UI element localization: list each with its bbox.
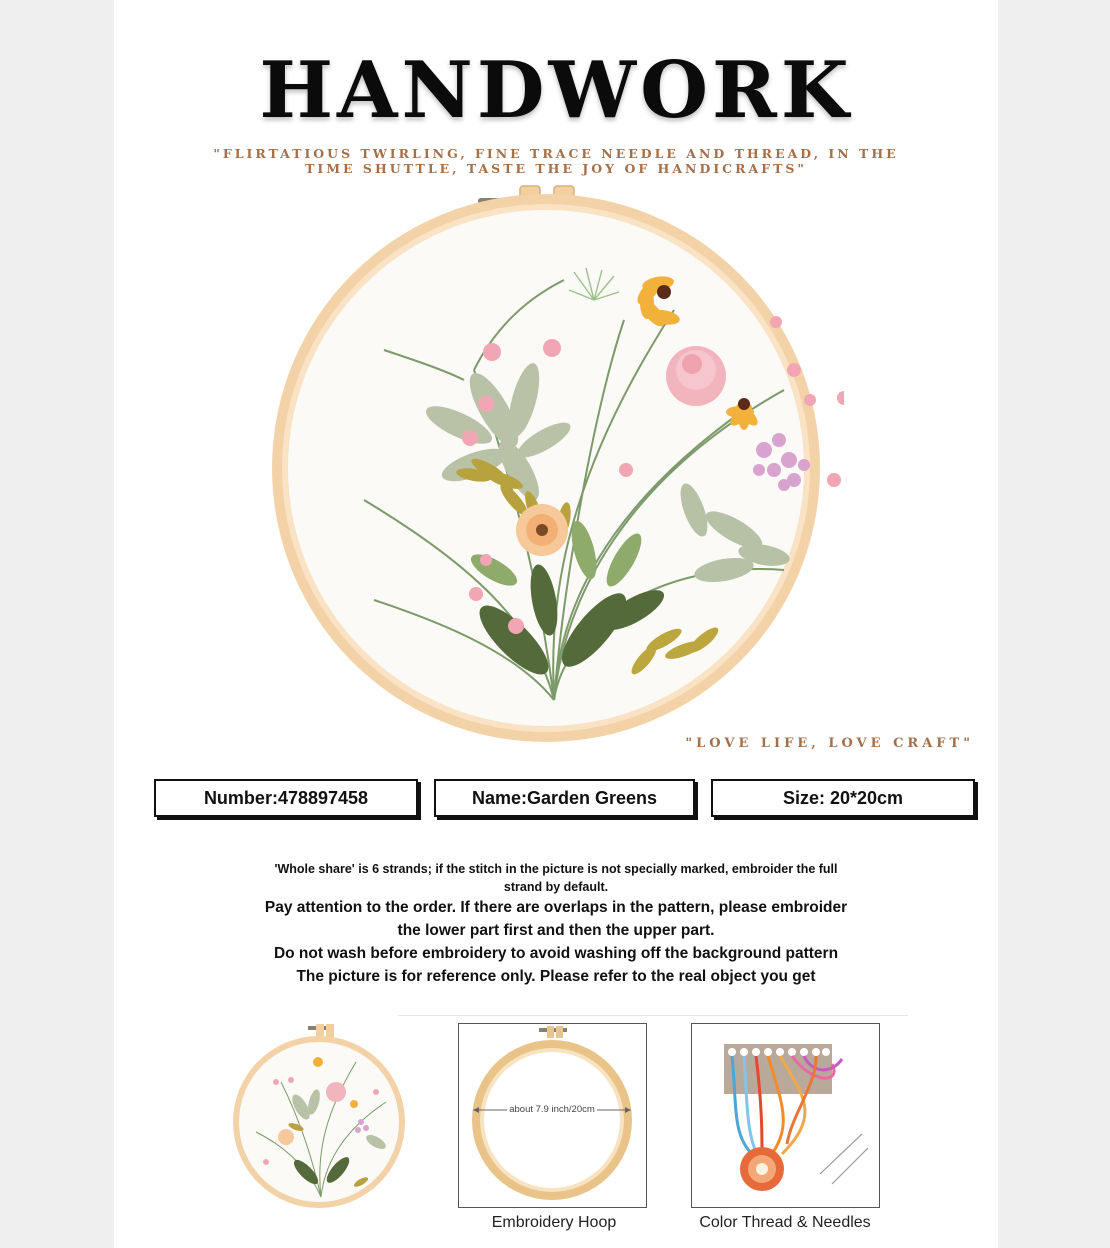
- note-order-2: the lower part first and then the upper part.: [397, 922, 715, 939]
- peach-flower-icon: [516, 504, 568, 556]
- product-sheet: [114, 0, 998, 1248]
- pink-rose-icon: [666, 346, 726, 406]
- page-title: HANDWORK: [259, 45, 853, 136]
- tagline: [154, 146, 958, 176]
- empty-hoop-image: [459, 1024, 645, 1206]
- hoop-size-label: about 7.9 inch/20cm: [509, 1104, 595, 1115]
- tagline-line-2: TIME SHUTTLE, TASTE THE JOY OF HANDICRAFTS": [305, 161, 807, 176]
- hoop-caption: Embroidery Hoop: [491, 1214, 617, 1231]
- thread-needles-image: [692, 1024, 878, 1206]
- divider: [398, 1015, 908, 1016]
- product-name: Name:Garden Greens: [434, 779, 695, 817]
- note-strands-2: strand by default.: [503, 880, 609, 894]
- thread-product-box: [691, 1023, 880, 1208]
- product-size: Size: 20*20cm: [711, 779, 975, 817]
- note-order-1: Pay attention to the order. If there are overlaps in the pattern, please embroider: [264, 899, 848, 916]
- note-reference: The picture is for reference only. Please refer to the real object you get: [296, 968, 816, 985]
- hoop-product-box: [458, 1023, 647, 1208]
- finished-hoop-thumbnail: [226, 1022, 412, 1208]
- needle-icon: [820, 1134, 862, 1174]
- note-strands-1: 'Whole share' is 6 strands; if the stitch in the picture is not specially marked, embroider the full: [274, 862, 838, 876]
- note-wash: Do not wash before embroidery to avoid washing off the background pattern: [273, 945, 839, 962]
- motto: "LOVE LIFE, LOVE CRAFT": [685, 736, 974, 751]
- product-number: Number:478897458: [154, 779, 418, 817]
- embroidery-hoop-image: [264, 180, 844, 760]
- tagline-line-1: "FLIRTATIOUS TWIRLING, FINE TRACE NEEDLE AND THREAD, IN THE: [213, 146, 899, 161]
- instructions: [214, 860, 898, 988]
- thread-caption: Color Thread & Needles: [699, 1214, 871, 1231]
- needle-icon: [832, 1148, 868, 1184]
